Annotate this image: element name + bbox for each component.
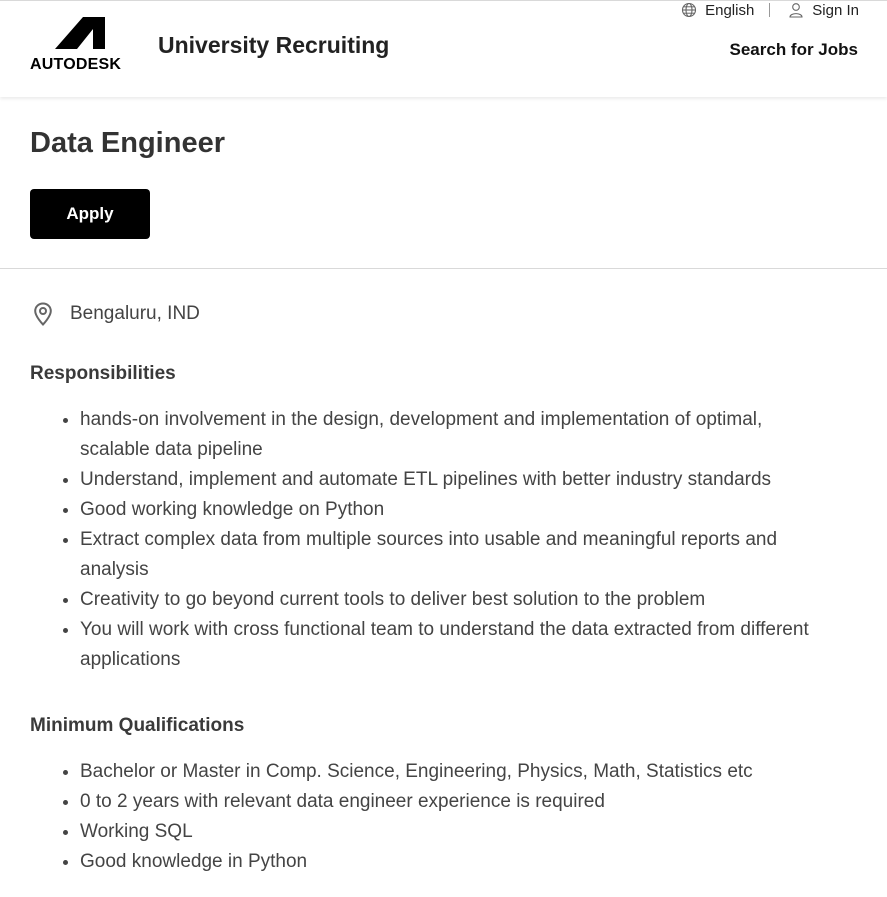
responsibilities-heading: Responsibilities (30, 363, 176, 384)
sign-in-link[interactable] (788, 2, 859, 19)
language-label: English (705, 1, 755, 19)
location-text: Bengaluru, IND (70, 303, 200, 324)
list-item: Extract complex data from multiple sources into usable and meaningful reports and analysis (80, 525, 810, 585)
logo-text: AUTODESK (30, 56, 122, 73)
job-header (0, 97, 887, 269)
list-item: Creativity to go beyond current tools to deliver best solution to the problem (80, 585, 810, 615)
job-title: Data Engineer (30, 127, 225, 159)
job-description (0, 301, 887, 877)
list-item: Working SQL (80, 817, 810, 847)
autodesk-logo[interactable] (30, 17, 130, 75)
site-header (0, 0, 887, 97)
responsibilities-list (30, 405, 857, 675)
qualifications-list (30, 757, 857, 877)
list-item: You will work with cross functional team to understand the data extracted from different applications (80, 615, 810, 675)
search-for-jobs-link[interactable]: Search for Jobs (729, 40, 858, 59)
sign-in-label: Sign In (812, 1, 859, 19)
autodesk-logo-mark-icon (55, 17, 105, 49)
list-item: Bachelor or Master in Comp. Science, Engineering, Physics, Math, Statistics etc (80, 757, 810, 787)
list-item: Understand, implement and automate ETL pipelines with better industry standards (80, 465, 810, 495)
user-icon (788, 2, 804, 18)
location-pin-icon (30, 301, 56, 327)
site-title[interactable]: University Recruiting (158, 32, 390, 58)
job-location (30, 301, 857, 327)
apply-button[interactable]: Apply (30, 189, 150, 239)
globe-icon (681, 2, 697, 18)
list-item: Good working knowledge on Python (80, 495, 810, 525)
language-selector[interactable] (681, 2, 754, 19)
list-item: 0 to 2 years with relevant data engineer experience is required (80, 787, 810, 817)
qualifications-heading: Minimum Qualifications (30, 715, 245, 736)
utility-bar (681, 1, 859, 19)
list-item: hands-on involvement in the design, development and implementation of optimal, scalable data pipeline (80, 405, 810, 465)
utility-divider (769, 3, 770, 17)
list-item: Good knowledge in Python (80, 847, 810, 877)
